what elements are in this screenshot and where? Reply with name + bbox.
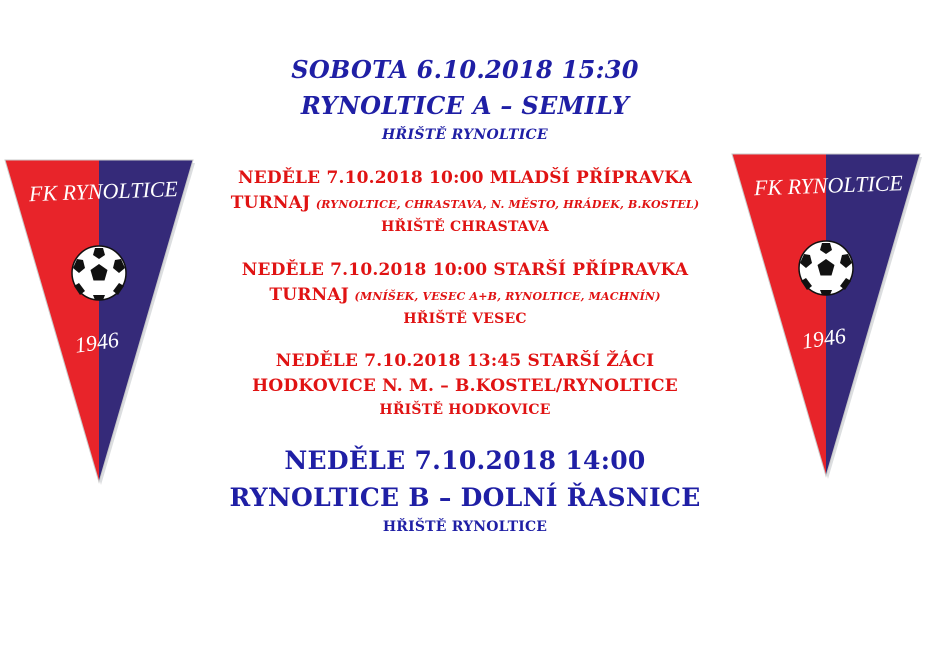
match-venue: HŘIŠTĚ RYNOLTICE xyxy=(382,127,548,143)
match-event: TURNAJ xyxy=(230,193,311,213)
match-datetime: NEDĚLE 7.10.2018 14:00 xyxy=(284,446,646,475)
match-datetime: SOBOTA 6.10.2018 15:30 xyxy=(291,55,639,84)
match-4 xyxy=(200,353,730,417)
match-schedule xyxy=(200,52,730,534)
match-1 xyxy=(200,55,730,143)
pennant-right xyxy=(730,150,922,480)
match-teams: RYNOLTICE B – DOLNÍ ŘASNICE xyxy=(229,483,701,512)
match-teams: RYNOLTICE A – SEMILY xyxy=(300,91,630,120)
match-teams: HODKOVICE N. M. – B.KOSTEL/RYNOLTICE xyxy=(252,376,678,396)
match-5 xyxy=(200,448,730,534)
match-datetime: NEDĚLE 7.10.2018 10:00 MLADŠÍ PŘÍPRAVKA xyxy=(238,168,692,188)
pennant-club-name: FK RYNOLTICE xyxy=(28,176,179,207)
pennant-year: 1946 xyxy=(800,322,848,354)
match-2 xyxy=(200,170,730,234)
soccer-ball-icon xyxy=(799,241,853,295)
match-venue: HŘIŠTĚ VESEC xyxy=(403,311,527,327)
pennant-year: 1946 xyxy=(73,326,121,358)
match-venue: HŘIŠTĚ HODKOVICE xyxy=(379,402,551,418)
match-participants: (MNÍŠEK, VESEC A+B, RYNOLTICE, MACHNÍN) xyxy=(354,290,661,303)
pennant-left xyxy=(3,156,195,486)
pennant-club-name: FK RYNOLTICE xyxy=(753,170,904,201)
match-3 xyxy=(200,262,730,326)
match-participants: (RYNOLTICE, CHRASTAVA, N. MĚSTO, HRÁDEK, B.KOSTEL) xyxy=(315,198,700,211)
match-event: TURNAJ xyxy=(269,285,349,305)
match-datetime: NEDĚLE 7.10.2018 10:00 STARŠÍ PŘÍPRAVKA xyxy=(241,260,689,280)
soccer-ball-icon xyxy=(72,246,126,300)
match-venue: HŘIŠTĚ CHRASTAVA xyxy=(381,219,549,235)
match-datetime: NEDĚLE 7.10.2018 13:45 STARŠÍ ŽÁCI xyxy=(275,351,655,371)
match-venue: HŘIŠTĚ RYNOLTICE xyxy=(382,519,548,535)
